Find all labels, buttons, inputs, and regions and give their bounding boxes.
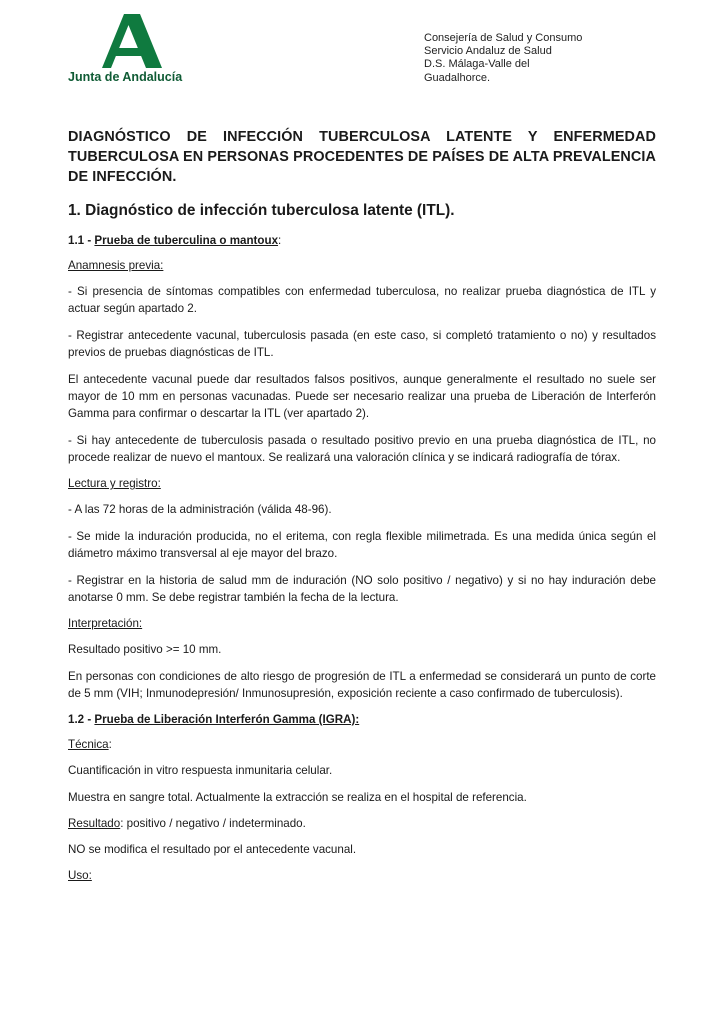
paragraph: - Registrar antecedente vacunal, tuberculosis pasada (en este caso, si completó tratamiento o no) y resultados previos de pruebas diagnósticas de ITL.: [68, 329, 656, 359]
resultado-line: [68, 816, 656, 831]
lectura-label: Lectura y registro:: [68, 477, 161, 490]
section-1-title: 1. Diagnóstico de infección tuberculosa latente (ITL).: [68, 202, 455, 219]
paragraph: - Si presencia de síntomas compatibles con enfermedad tuberculosa, no realizar prueba diagnóstica de ITL y actuar según apartado 2.: [68, 285, 656, 315]
interpretacion-label: Interpretación:: [68, 617, 143, 630]
paragraph: En personas con condiciones de alto riesgo de progresión de ITL a enfermedad se considerará un punto de corte de 5 mm (VIH; Inmunodepresión/ Inmunosupresión, exposición reciente a caso confirmado de tuberculosis).: [68, 670, 656, 700]
junta-de-andalucia-logo: [68, 14, 198, 86]
section-title: Prueba de Liberación Interferón Gamma (IGRA):: [94, 713, 360, 726]
paragraph: Muestra en sangre total. Actualmente la extracción se realiza en el hospital de referencia.: [68, 791, 527, 804]
resultado-text: : positivo / negativo / indeterminado.: [120, 817, 306, 830]
section-1-2-heading: [68, 712, 656, 727]
andalucia-a-emblem-icon: [100, 14, 174, 68]
org-line: Consejería de Salud y Consumo: [424, 32, 583, 44]
logo-text: Junta de Andalucía: [68, 70, 183, 84]
organization-block: [424, 32, 644, 85]
anamnesis-label: Anamnesis previa:: [68, 259, 164, 272]
tecnica-suffix: :: [108, 738, 112, 751]
section-number: 1.2 -: [68, 713, 95, 726]
paragraph: - Registrar en la historia de salud mm de induración (NO solo positivo / negativo) y si no hay induración debe anotarse 0 mm. Se debe registrar también la fecha de la lectura.: [68, 574, 656, 604]
resultado-label: Resultado: [68, 817, 121, 830]
tecnica-heading: [68, 737, 656, 752]
paragraph: Cuantificación in vitro respuesta inmunitaria celular.: [68, 764, 333, 777]
tecnica-label: Técnica: [68, 738, 109, 751]
paragraph: - Si hay antecedente de tuberculosis pasada o resultado positivo previo en una prueba diagnóstica de ITL, no procede realizar de nuevo el mantoux. Se realizará una valoración clínica y se indicará radiografía de tórax.: [68, 434, 656, 464]
document-body: [68, 127, 656, 893]
paragraph: El antecedente vacunal puede dar resultados falsos positivos, aunque generalmente el resultado no suele ser mayor de 10 mm en personas vacunadas. Puede ser necesario realizar una prueba de Liberación de Interferón Gamma para confirmar o descartar la ITL (ver apartado 2).: [68, 373, 656, 420]
paragraph: Resultado positivo >= 10 mm.: [68, 643, 222, 656]
org-line: Servicio Andaluz de Salud: [424, 45, 552, 58]
org-line: Guadalhorce.: [424, 71, 491, 84]
paragraph: NO se modifica el resultado por el antecedente vacunal.: [68, 843, 357, 856]
paragraph: - Se mide la induración producida, no el eritema, con regla flexible milimetrada. Es una medida única según el diámetro máximo transversal al eje mayor del brazo.: [68, 530, 656, 560]
paragraph: - A las 72 horas de la administración (válida 48-96).: [68, 503, 332, 516]
section-title: Prueba de tuberculina o mantoux: [94, 234, 279, 247]
org-line: D.S. Málaga-Valle del: [424, 58, 530, 71]
uso-label: Uso:: [68, 869, 92, 882]
document-title: DIAGNÓSTICO DE INFECCIÓN TUBERCULOSA LATENTE Y ENFERMEDAD TUBERCULOSA EN PERSONAS PROCEDENTES DE PAÍSES DE ALTA PREVALENCIA DE INFECCIÓN.: [68, 129, 656, 185]
section-number: 1.1 -: [68, 234, 95, 247]
section-1-1-heading: [68, 233, 656, 248]
section-suffix: :: [278, 234, 282, 247]
